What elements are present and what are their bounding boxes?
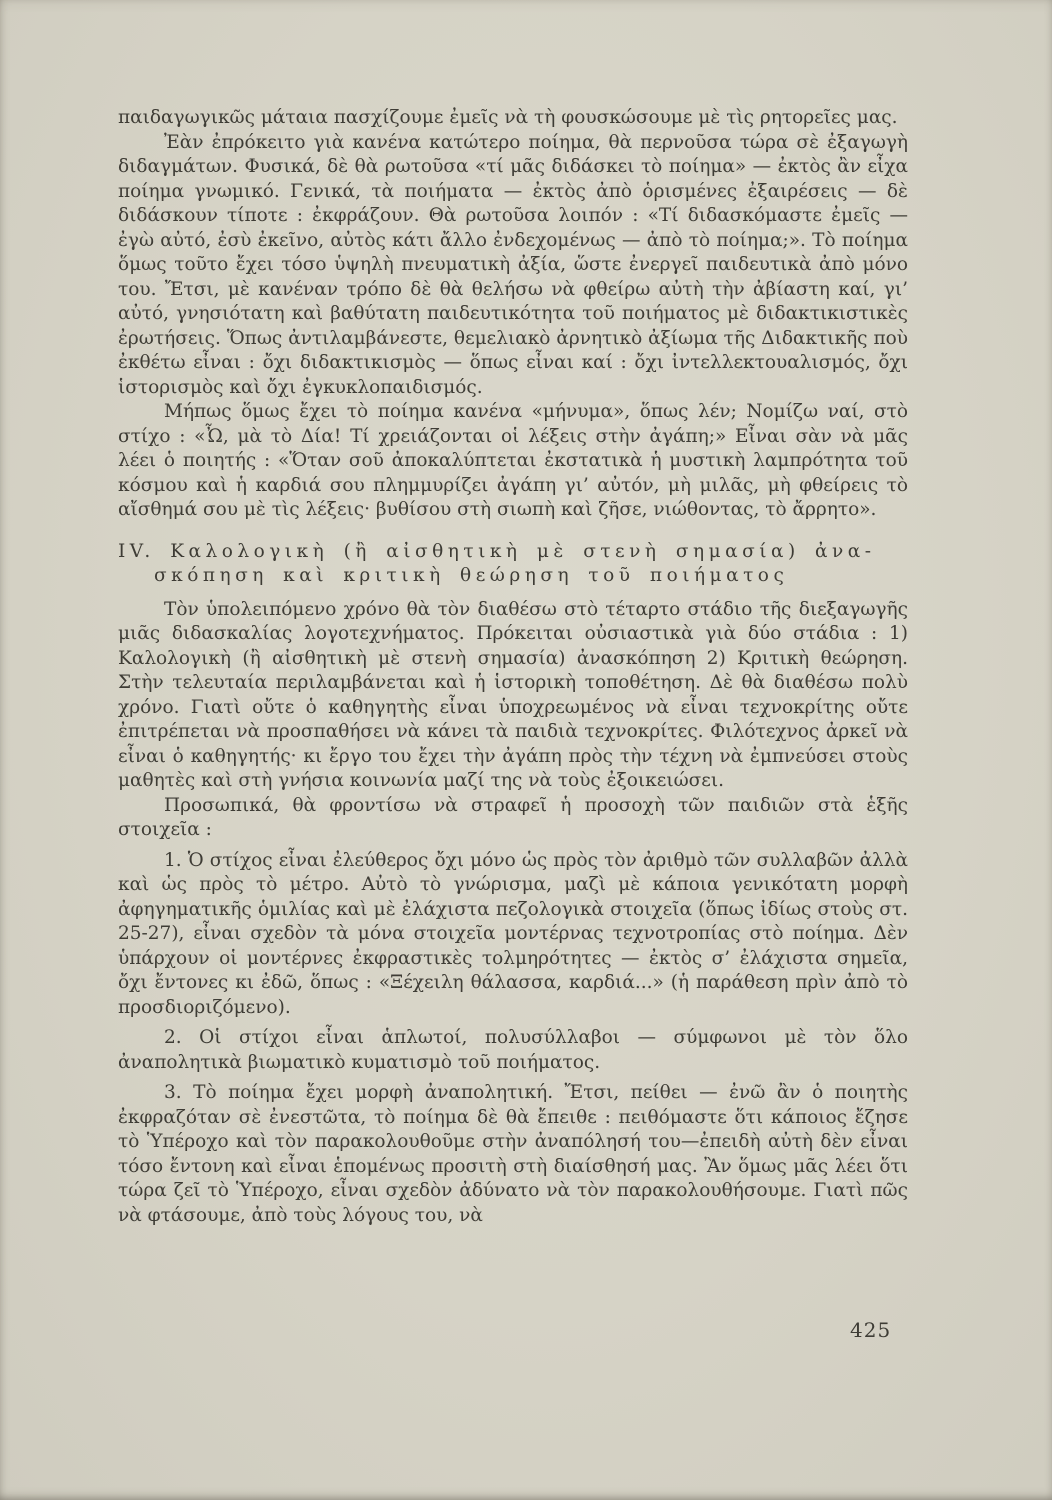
paragraph-numbered-1: 1. Ὁ στίχος εἶναι ἐλεύθερος ὄχι μόνο ὡς πρὸς τὸν ἀριθμὸ τῶν συλλαβῶν ἀλλὰ καὶ ὡς πρὸς τὸ μέτρο. Αὐτὸ τὸ γνώρισμα, μαζὶ μὲ κάποια γενικότατη μορφὴ ἀφηγηματικῆς ὁμιλίας καὶ μὲ ἐλάχιστα πεζολογικὰ στοιχεῖα (ὅπως ἰδίως στοὺς στ. 25-27), εἶναι σχεδὸν τὰ μόνα στοιχεῖα μοντέρνας τεχνοτροπίας στὸ ποίημα. Δὲν ὑπάρχουν οἱ μοντέρνες ἐκφραστικὲς τολμηρότητες — ἐκτὸς σ’ ἐλάχιστα σημεῖα, ὄχι ἔντονες κι ἐδῶ, ὅπως : «Ξέχειλη θάλασσα, καρδιά...» (ἡ παράθεση πρὶν ἀπὸ τὸ προσδιοριζόμενο). — [118, 849, 908, 1018]
paragraph: Μήπως ὅμως ἔχει τὸ ποίημα κανένα «μήνυμα», ὅπως λέν; Νομίζω ναί, στὸ στίχο : «Ὦ, μὰ τὸ Δία! Τί χρειάζονται οἱ λέξεις στὴν ἀγάπη;» Εἶναι σὰν νὰ μᾶς λέει ὁ ποιητής : «Ὅταν σοῦ ἀποκαλύπτεται ἐκστατικὰ ἡ μυστικὴ λαμπρότητα τοῦ κόσμου καὶ ἡ καρδιά σου πλημμυρίζει ἀγάπη γι’ αὐτόν, μὴ μιλᾶς, μὴ φθείρεις τὸ αἴσθημά σου μὲ τὶς λέξεις· βυθίσου στὴ σιωπὴ καὶ ζῆσε, νιώθοντας, τὸ ἄρρητο». — [118, 401, 908, 520]
section-heading-line-1: IV. Καλολογικὴ (ἢ αἰσθητικὴ μὲ στενὴ σημασία) ἀνα- — [118, 540, 876, 562]
paragraph: Προσωπικά, θὰ φροντίσω νὰ στραφεῖ ἡ προσοχὴ τῶν παιδιῶν στὰ ἑξῆς στοιχεῖα : — [118, 794, 908, 840]
paragraph: παιδαγωγικῶς μάταια πασχίζουμε ἐμεῖς νὰ τὴ φουσκώσουμε μὲ τὶς ρητορεῖες μας. — [118, 107, 898, 128]
page-number: 425 — [850, 1318, 892, 1342]
section-heading — [118, 540, 908, 589]
page-text — [118, 106, 908, 1228]
paragraph: Τὸν ὑπολειπόμενο χρόνο θὰ τὸν διαθέσω στὸ τέταρτο στάδιο τῆς διεξαγωγῆς μιᾶς διδασκαλίας λογοτεχνήματος. Πρόκειται οὐσιαστικὰ γιὰ δύο στάδια : 1) Καλολογικὴ (ἢ αἰσθητικὴ μὲ στενὴ σημασία) ἀνασκόπηση 2) Κριτικὴ θεώρηση. Στὴν τελευταία περιλαμβάνεται καὶ ἡ ἱστορικὴ τοποθέτηση. Δὲ θὰ διαθέσω πολὺ χρόνο. Γιατὶ οὔτε ὁ καθηγητὴς εἶναι ὑποχρεωμένος νὰ εἶναι τεχνοκρίτης οὔτε ἐπιτρέπεται νὰ προσπαθήσει νὰ κάνει τὰ παιδιὰ τεχνοκρίτες. Φιλότεχνος ἀρκεῖ νὰ εἶναι ὁ καθηγητής· κι ἔργο του ἔχει τὴν ἀγάπη πρὸς τὴν τέχνη νὰ ἐμπνεύσει στοὺς μαθητὲς καὶ στὴ γνήσια κοινωνία μαζί της νὰ τοὺς ἐξοικειώσει. — [118, 598, 908, 791]
paragraph-numbered-3: 3. Τὸ ποίημα ἔχει μορφὴ ἀναπολητική. Ἔτσι, πείθει — ἐνῶ ἂν ὁ ποιητὴς ἐκφραζόταν σὲ ἐνεστῶτα, τὸ ποίημα δὲ θὰ ἔπειθε : πειθόμαστε ὅτι κάποιος ἔζησε τὸ Ὑπέροχο καὶ τὸν παρακολουθοῦμε στὴν ἀναπόλησή του—ἐπειδὴ αὐτὴ δὲν εἶναι τόσο ἔντονη καὶ εἶναι ἑπομένως προσιτὴ στὴ διαίσθησή μας. Ἂν ὅμως μᾶς λέει ὅτι τώρα ζεῖ τὸ Ὑπέροχο, εἶναι σχεδὸν ἀδύνατο νὰ τὸν παρακολουθήσουμε. Γιατὶ πῶς νὰ φτάσουμε, ἀπὸ τοὺς λόγους του, νὰ — [118, 1082, 908, 1226]
section-heading-line-2: σκόπηση καὶ κριτικὴ θεώρηση τοῦ ποιήματος — [154, 565, 789, 586]
paragraph: Ἐὰν ἐπρόκειτο γιὰ κανένα κατώτερο ποίημα, θὰ περνοῦσα τώρα σὲ ἐξαγωγὴ διδαγμάτων. Φυσικά, δὲ θὰ ρωτοῦσα «τί μᾶς διδάσκει τὸ ποίημα» — ἐκτὸς ἂν εἶχα ποίημα γνωμικό. Γενικά, τὰ ποιήματα — ἐκτὸς ἀπὸ ὁρισμένες ἐξαιρέσεις — δὲ διδάσκουν τίποτε : ἐκφράζουν. Θὰ ρωτοῦσα λοιπόν : «Τί διδασκόμαστε ἐμεῖς — ἐγὼ αὐτό, ἐσὺ ἐκεῖνο, αὐτὸς κάτι ἄλλο ἐνδεχομένως — ἀπὸ τὸ ποίημα;». Τὸ ποίημα ὅμως τοῦτο ἔχει τόσο ὑψηλὴ πνευματικὴ ἀξία, ὥστε ἐνεργεῖ παιδευτικὰ ἀπὸ μόνο του. Ἔτσι, μὲ κανέναν τρόπο δὲ θὰ θελήσω νὰ φθείρω αὐτὴ τὴν ἀβίαστη καί, γι’ αὐτό, γνησιότατη καὶ βαθύτατη παιδευτικότητα τοῦ ποιήματος μὲ διδακτικιστικὲς ἐρωτήσεις. Ὅπως ἀντιλαμβάνεστε, θεμελιακὸ ἀρνητικὸ ἀξίωμα τῆς Διδακτικῆς ποὺ ἐκθέτω εἶναι : ὄχι διδακτικισμὸς — ὅπως εἶναι καί : ὄχι ἰντελλεκτουαλισμός, ὄχι ἱστορισμὸς καὶ ὄχι ἐγκυκλοπαιδισμός. — [118, 131, 908, 398]
paragraph-numbered-2: 2. Οἱ στίχοι εἶναι ἁπλωτοί, πολυσύλλαβοι — σύμφωνοι μὲ τὸν ὅλο ἀναπολητικὰ βιωματικὸ κυματισμὸ τοῦ ποιήματος. — [118, 1027, 908, 1073]
